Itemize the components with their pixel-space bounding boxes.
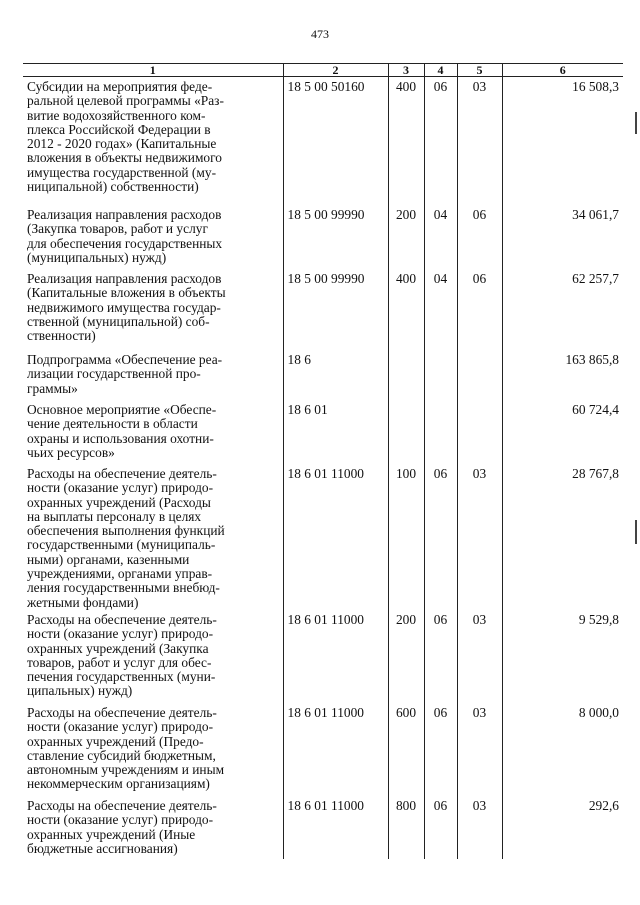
row-amount: 62 257,7 — [502, 269, 623, 350]
row-vr-code: 400 — [388, 77, 424, 206]
row-amount: 8 000,0 — [502, 703, 623, 796]
scan-artifact — [635, 112, 637, 134]
row-vr-code — [388, 400, 424, 464]
row-name: Подпрограмма «Обеспечение реа- лизации государственной про- граммы» — [23, 350, 283, 400]
row-csr-code: 18 6 — [283, 350, 388, 400]
column-header-name: 1 — [23, 64, 283, 77]
table-row — [23, 269, 623, 350]
row-rz-code: 06 — [424, 77, 457, 206]
row-pr-code: 06 — [457, 205, 502, 269]
table-row — [23, 464, 623, 610]
row-pr-code: 03 — [457, 464, 502, 610]
column-header-sum: 6 — [502, 64, 623, 77]
table-row — [23, 205, 623, 269]
row-name: Реализация направления расходов (Закупка товаров, работ и услуг для обеспечения государственных (муниципальных) нужд) — [23, 205, 283, 269]
row-amount: 163 865,8 — [502, 350, 623, 400]
column-header-pr: 5 — [457, 64, 502, 77]
row-pr-code — [457, 350, 502, 400]
row-pr-code: 03 — [457, 77, 502, 206]
row-vr-code: 100 — [388, 464, 424, 610]
row-name: Расходы на обеспечение деятель- ности (оказание услуг) природо- охранных учреждений (Иные бюджетные ассигнования) — [23, 796, 283, 859]
row-rz-code: 04 — [424, 269, 457, 350]
column-header-rz: 4 — [424, 64, 457, 77]
row-csr-code: 18 5 00 50160 — [283, 77, 388, 206]
row-rz-code: 06 — [424, 610, 457, 703]
row-vr-code — [388, 350, 424, 400]
table-row — [23, 610, 623, 703]
table-row — [23, 703, 623, 796]
row-name: Реализация направления расходов (Капитальные вложения в объекты недвижимого имущества государ- ственной (муниципальной) соб- ственности) — [23, 269, 283, 350]
row-vr-code: 200 — [388, 205, 424, 269]
row-amount: 292,6 — [502, 796, 623, 859]
row-vr-code: 200 — [388, 610, 424, 703]
row-amount: 9 529,8 — [502, 610, 623, 703]
row-vr-code: 400 — [388, 269, 424, 350]
table-row — [23, 77, 623, 206]
row-pr-code: 03 — [457, 703, 502, 796]
row-csr-code: 18 6 01 11000 — [283, 796, 388, 859]
row-amount: 28 767,8 — [502, 464, 623, 610]
row-csr-code: 18 5 00 99990 — [283, 205, 388, 269]
row-amount: 16 508,3 — [502, 77, 623, 206]
row-vr-code: 800 — [388, 796, 424, 859]
row-csr-code: 18 6 01 11000 — [283, 703, 388, 796]
row-csr-code: 18 5 00 99990 — [283, 269, 388, 350]
row-rz-code: 06 — [424, 703, 457, 796]
table-row — [23, 796, 623, 859]
scan-artifact — [635, 520, 637, 544]
row-csr-code: 18 6 01 11000 — [283, 610, 388, 703]
row-pr-code — [457, 400, 502, 464]
row-name: Основное мероприятие «Обеспе- чение деятельности в области охраны и использования охотни- чьих ресурсов» — [23, 400, 283, 464]
budget-table — [23, 63, 623, 859]
table-row — [23, 400, 623, 464]
row-name: Субсидии на мероприятия феде- ральной целевой программы «Раз- витие водохозяйственного ком- плекса Российской Федерации в 2012 - 2020 годах» (Капитальные вложения в объекты недвижимого имущества государственной (му- ниципальной) собственности) — [23, 77, 283, 206]
column-header-csr: 2 — [283, 64, 388, 77]
row-rz-code — [424, 400, 457, 464]
table-row — [23, 350, 623, 400]
row-pr-code: 03 — [457, 796, 502, 859]
row-pr-code: 03 — [457, 610, 502, 703]
row-amount: 60 724,4 — [502, 400, 623, 464]
column-header-vr: 3 — [388, 64, 424, 77]
row-name: Расходы на обеспечение деятель- ности (оказание услуг) природо- охранных учреждений (Предо- ставление субсидий бюджетным, автономным учреждениям и иным некоммерческим организациям) — [23, 703, 283, 796]
row-rz-code: 04 — [424, 205, 457, 269]
row-name: Расходы на обеспечение деятель- ности (оказание услуг) природо- охранных учреждений (Расходы на выплаты персоналу в целях обеспечения выполнения функций государственными (муниципаль- ными) органами, казенными учреждениями, органами управ- ления государственными внебюд- жетными фондами) — [23, 464, 283, 610]
header-row — [23, 64, 623, 77]
row-csr-code: 18 6 01 11000 — [283, 464, 388, 610]
row-rz-code: 06 — [424, 464, 457, 610]
row-name: Расходы на обеспечение деятель- ности (оказание услуг) природо- охранных учреждений (Закупка товаров, работ и услуг для обес- печения государственных (муни- ципальных) нужд) — [23, 610, 283, 703]
row-vr-code: 600 — [388, 703, 424, 796]
row-rz-code — [424, 350, 457, 400]
row-csr-code: 18 6 01 — [283, 400, 388, 464]
page-number: 473 — [311, 27, 329, 41]
row-pr-code: 06 — [457, 269, 502, 350]
row-amount: 34 061,7 — [502, 205, 623, 269]
row-rz-code: 06 — [424, 796, 457, 859]
